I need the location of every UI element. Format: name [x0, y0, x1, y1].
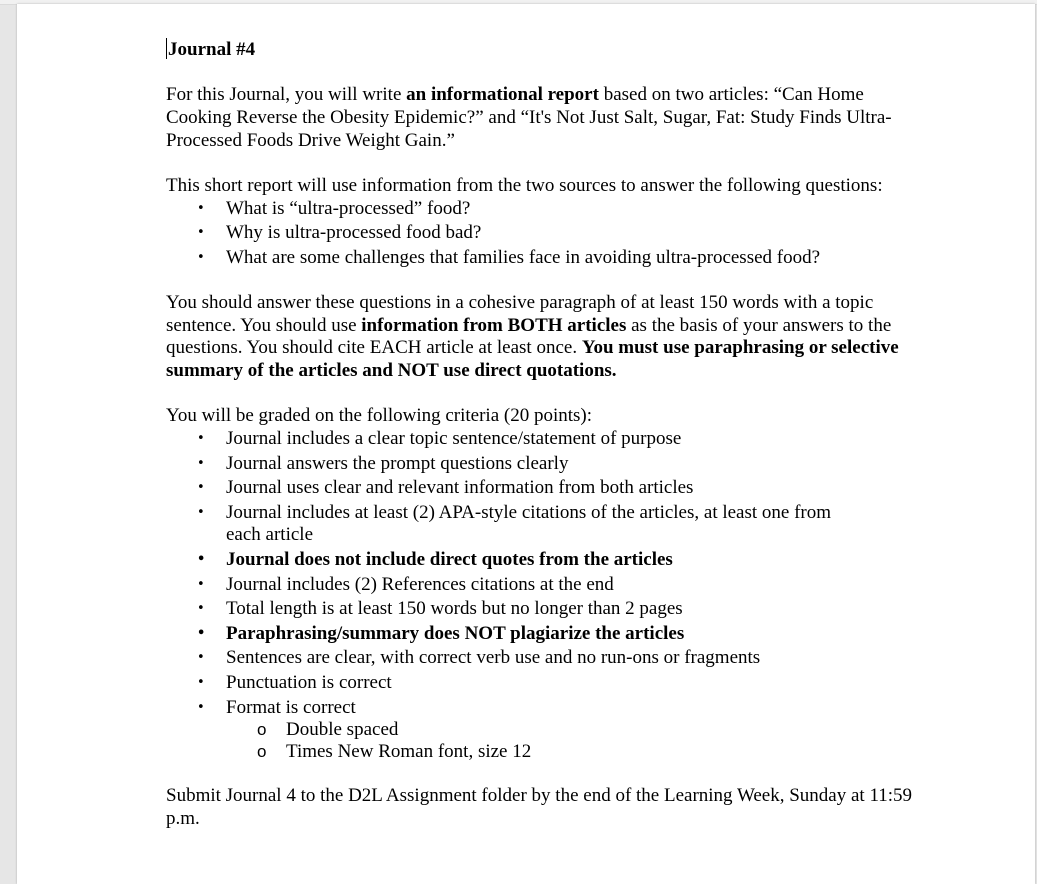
list-item: • Journal does not include direct quotes from the articles — [166, 549, 926, 572]
document-body — [166, 38, 926, 831]
instructions-bold-1: information from BOTH articles — [361, 314, 627, 336]
instructions-paragraph — [166, 292, 926, 383]
title-text: Journal #4 — [168, 39, 256, 60]
list-item: o Times New Roman font, size 12 — [166, 741, 926, 764]
format-sublist — [166, 719, 926, 763]
criteria-intro: You will be graded on the following criteria (20 points): — [166, 405, 593, 427]
list-item: • Paraphrasing/summary does NOT plagiarize the articles — [166, 623, 926, 646]
submit-paragraph: Submit Journal 4 to the D2L Assignment folder by the end of the Learning Week, Sunday at 11:59 p.m. — [166, 785, 913, 829]
intro-bold-1: an informational report — [406, 84, 599, 106]
list-item: • Total length is at least 150 words but no longer than 2 pages — [166, 598, 926, 621]
document-title — [166, 38, 926, 62]
text-cursor — [166, 38, 167, 59]
questions-intro: This short report will use information from the two sources to answer the following questions: — [166, 174, 883, 196]
list-item: • Sentences are clear, with correct verb use and no run-ons or fragments — [166, 647, 926, 670]
instructions-bold-2: You must use paraphrasing or selective summary of the articles and NOT use direct quotations. — [166, 337, 899, 382]
list-item: • Journal uses clear and relevant information from both articles — [166, 477, 926, 500]
list-item: • Punctuation is correct — [166, 672, 926, 695]
list-item: o Double spaced — [166, 719, 926, 742]
instructions-text-2: as the basis of your answers to the questions. You should cite EACH article at least once. — [166, 314, 892, 359]
intro-paragraph — [166, 84, 926, 152]
list-item: • Journal includes (2) References citations at the end — [166, 574, 926, 597]
questions-list — [166, 198, 926, 270]
criteria-list — [166, 428, 926, 719]
intro-text-2: based on two articles: “Can Home Cooking Reverse the Obesity Epidemic?” and “It's Not Just Salt, Sugar, Fat: Study Finds Ultra-Processed Foods Drive Weight Gain.” — [166, 84, 892, 151]
list-item: • Journal includes a clear topic sentence/statement of purpose — [166, 428, 926, 451]
list-item: • Why is ultra-processed food bad? — [166, 222, 926, 245]
intro-text-1: For this Journal, you will write — [166, 84, 407, 106]
instructions-text-1: You should answer these questions in a cohesive paragraph of at least 150 words with a topic sentence. You should use — [166, 291, 874, 336]
list-item: • What are some challenges that families face in avoiding ultra-processed food? — [166, 247, 926, 270]
list-item: • Format is correct — [166, 697, 926, 720]
list-item: • Journal answers the prompt questions clearly — [166, 453, 926, 476]
list-item: • Journal includes at least (2) APA-style citations of the articles, at least one from each article — [166, 502, 926, 547]
document-page[interactable] — [17, 4, 1035, 884]
list-item: • What is “ultra-processed” food? — [166, 198, 926, 221]
